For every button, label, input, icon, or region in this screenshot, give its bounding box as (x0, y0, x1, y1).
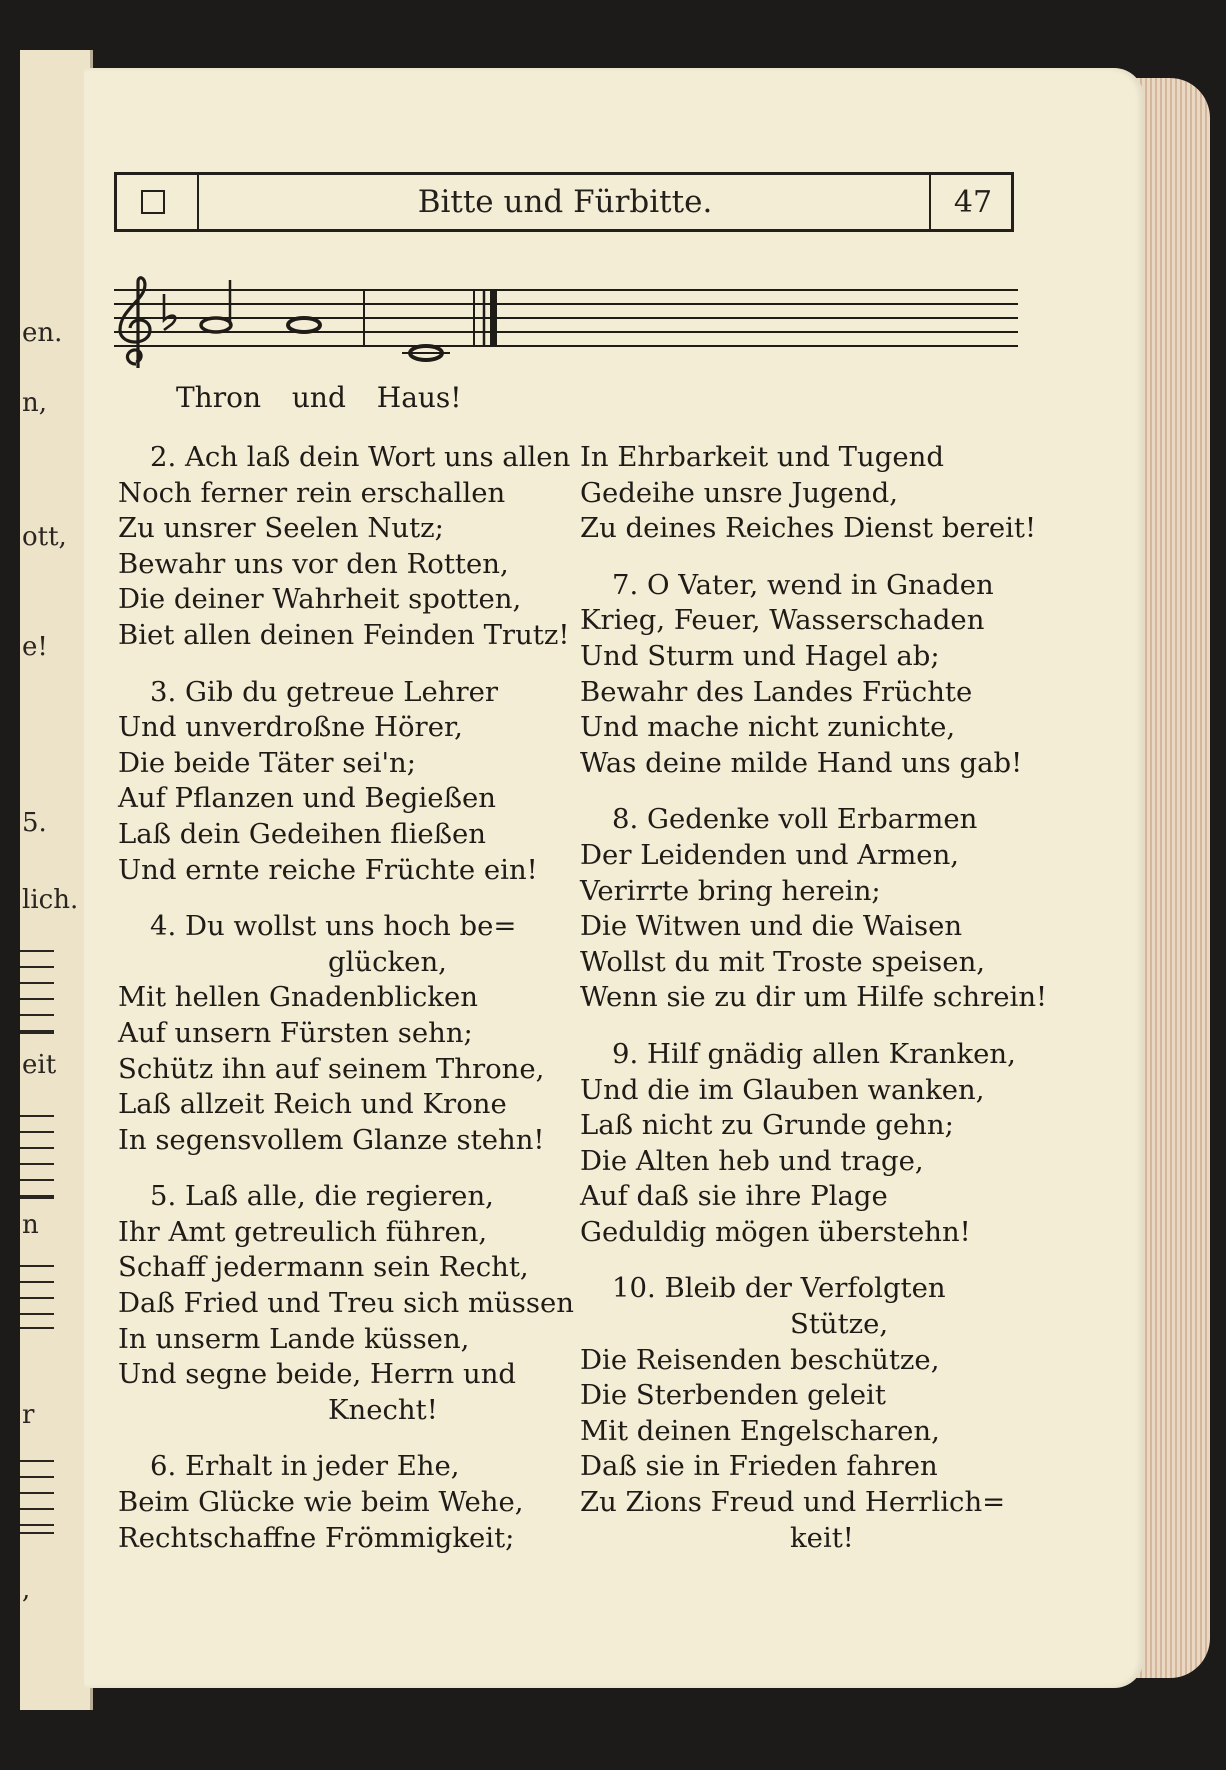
verse-line: Die Alten heb und trage, (580, 1144, 924, 1177)
left-page-staff (20, 950, 54, 1034)
verse-line: Ihr Amt getreulich führen, (118, 1215, 488, 1248)
left-page-fragment: en. (22, 318, 63, 348)
verse-line: 3. Gib du getreue Lehrer (150, 675, 499, 708)
verse-column-right (580, 440, 1048, 1577)
verse-line: Die Reisenden beschütze, (580, 1343, 940, 1376)
page-number: 47 (953, 184, 993, 220)
verse-line: Und mache nicht zunichte, (580, 711, 956, 744)
verse-line: Die Witwen und die Waisen (580, 910, 963, 943)
verse (580, 802, 1048, 1016)
verse-line: Auf daß sie ihre Plage (580, 1180, 888, 1213)
left-page-fragment: n (22, 1210, 39, 1240)
verse-line: Wenn sie zu dir um Hilfe schrein! (580, 981, 1048, 1014)
verse (118, 1449, 573, 1556)
verse-line: Bewahr des Landes Früchte (580, 675, 973, 708)
verse-line: In Ehrbarkeit und Tugend (580, 441, 944, 473)
verse-line: Bewahr uns vor den Rotten, (118, 547, 509, 580)
verse-line: keit! (790, 1521, 854, 1554)
verse-line: Krieg, Feuer, Wasserschaden (580, 604, 985, 637)
verse-line: Was deine milde Hand uns gab! (580, 746, 1023, 779)
left-page-fragment: n, (22, 388, 48, 418)
verse-line: Stütze, (790, 1308, 889, 1341)
verse (118, 675, 573, 889)
verse-line: Auf unsern Fürsten sehn; (118, 1016, 473, 1049)
verse-line: 2. Ach laß dein Wort uns allen (150, 441, 571, 473)
header-divider (197, 175, 199, 229)
verse (580, 1037, 1025, 1251)
verse-column-left (118, 440, 573, 1577)
left-page-fragment: eit (22, 1050, 57, 1080)
verse (118, 440, 573, 654)
verse-line: Zu Zions Freud und Herrlich= (580, 1486, 1006, 1519)
running-header (114, 172, 1014, 232)
treble-clef-icon (120, 278, 150, 368)
verse-line: 7. O Vater, wend in Gnaden (612, 568, 994, 601)
verse-line: Noch ferner rein erschallen (118, 476, 506, 509)
verse-line: Und ernte reiche Früchte ein! (118, 853, 538, 886)
verse-line: Laß allzeit Reich und Krone (118, 1088, 507, 1121)
music-staff (114, 276, 1018, 376)
verse-line: Verirrte bring herein; (580, 874, 881, 907)
left-page-fragment: r (22, 1400, 35, 1430)
verse-line: Daß sie in Frieden fahren (580, 1450, 938, 1483)
verse-line: Der Leidenden und Armen, (580, 838, 960, 871)
verse-line: Die deiner Wahrheit spotten, (118, 583, 522, 616)
verse (580, 568, 1025, 782)
verse-line: Geduldig mögen überstehn! (580, 1215, 971, 1248)
verse-line: Gedeihe unsre Jugend, (580, 476, 899, 509)
left-page-edge (20, 50, 93, 1710)
verse-line: 6. Erhalt in jeder Ehe, (150, 1450, 460, 1483)
verse-line: Und segne beide, Herrn und (118, 1358, 517, 1391)
left-page-staff (20, 1460, 54, 1534)
whole-note-icon (402, 346, 450, 360)
verse-line: Laß dein Gedeihen fließen (118, 817, 487, 850)
verse-line: Biet allen deinen Feinden Trutz! (118, 618, 570, 651)
verse (580, 1271, 1025, 1556)
verse-line: Schaff jedermann sein Recht, (118, 1251, 529, 1284)
verse-line: Beim Glücke wie beim Wehe, (118, 1486, 524, 1519)
verse-line: Knecht! (328, 1393, 438, 1426)
flat-icon (164, 294, 175, 330)
half-note-icon (201, 280, 231, 332)
lyric-tail: Thron und Haus! (176, 381, 462, 414)
verse-line: In unserm Lande küssen, (118, 1322, 470, 1355)
verse-line: Zu unsrer Seelen Nutz; (118, 512, 444, 545)
verse-line: Und unverdroßne Hörer, (118, 711, 463, 744)
left-page-fragment: lich. (22, 885, 79, 915)
verse (118, 909, 573, 1158)
verse-continuation (580, 440, 1037, 547)
verse-line: In segensvollem Glanze stehn! (118, 1123, 545, 1156)
verse-line: Zu deines Reiches Dienst bereit! (580, 512, 1037, 545)
verse-line: 8. Gedenke voll Erbarmen (612, 803, 978, 836)
verse-line: 4. Du wollst uns hoch be= (150, 910, 517, 943)
left-page-fragment: e! (22, 632, 48, 662)
whole-note-icon (288, 318, 320, 332)
verse-line: Mit deinen Engelscharen, (580, 1414, 940, 1447)
square-icon (141, 190, 165, 214)
page-title: Bitte und Fürbitte. (417, 184, 713, 220)
verse-line: Daß Fried und Treu sich müssen (118, 1287, 574, 1320)
verse-line: Und Sturm und Hagel ab; (580, 639, 940, 672)
verse-line: Die beide Täter sei'n; (118, 746, 417, 779)
verse (118, 1179, 573, 1428)
left-page-staff (20, 1265, 54, 1329)
left-page-fragment: ott, (22, 522, 67, 552)
left-page-fragment: , (22, 1575, 31, 1605)
verse-line: Auf Pflanzen und Begießen (118, 782, 496, 815)
verse-line: Wollst du mit Troste speisen, (580, 945, 986, 978)
verse-line: Die Sterbenden geleit (580, 1379, 886, 1412)
verse-line: Mit hellen Gnadenblicken (118, 981, 478, 1014)
verse-line: Schütz ihn auf seinem Throne, (118, 1052, 545, 1085)
verse-line: Rechtschaffne Frömmigkeit; (118, 1521, 515, 1554)
left-page-staff (20, 1115, 54, 1199)
verse-line: 10. Bleib der Verfolgten (612, 1272, 946, 1305)
verse-line: glücken, (328, 945, 447, 978)
verse-line: Laß nicht zu Grunde gehn; (580, 1109, 954, 1142)
verse-line: 5. Laß alle, die regieren, (150, 1180, 494, 1213)
verse-line: 9. Hilf gnädig allen Kranken, (612, 1037, 1016, 1070)
header-divider (929, 175, 931, 229)
verse-line: Und die im Glauben wanken, (580, 1073, 985, 1106)
left-page-fragment: 5. (22, 808, 47, 838)
